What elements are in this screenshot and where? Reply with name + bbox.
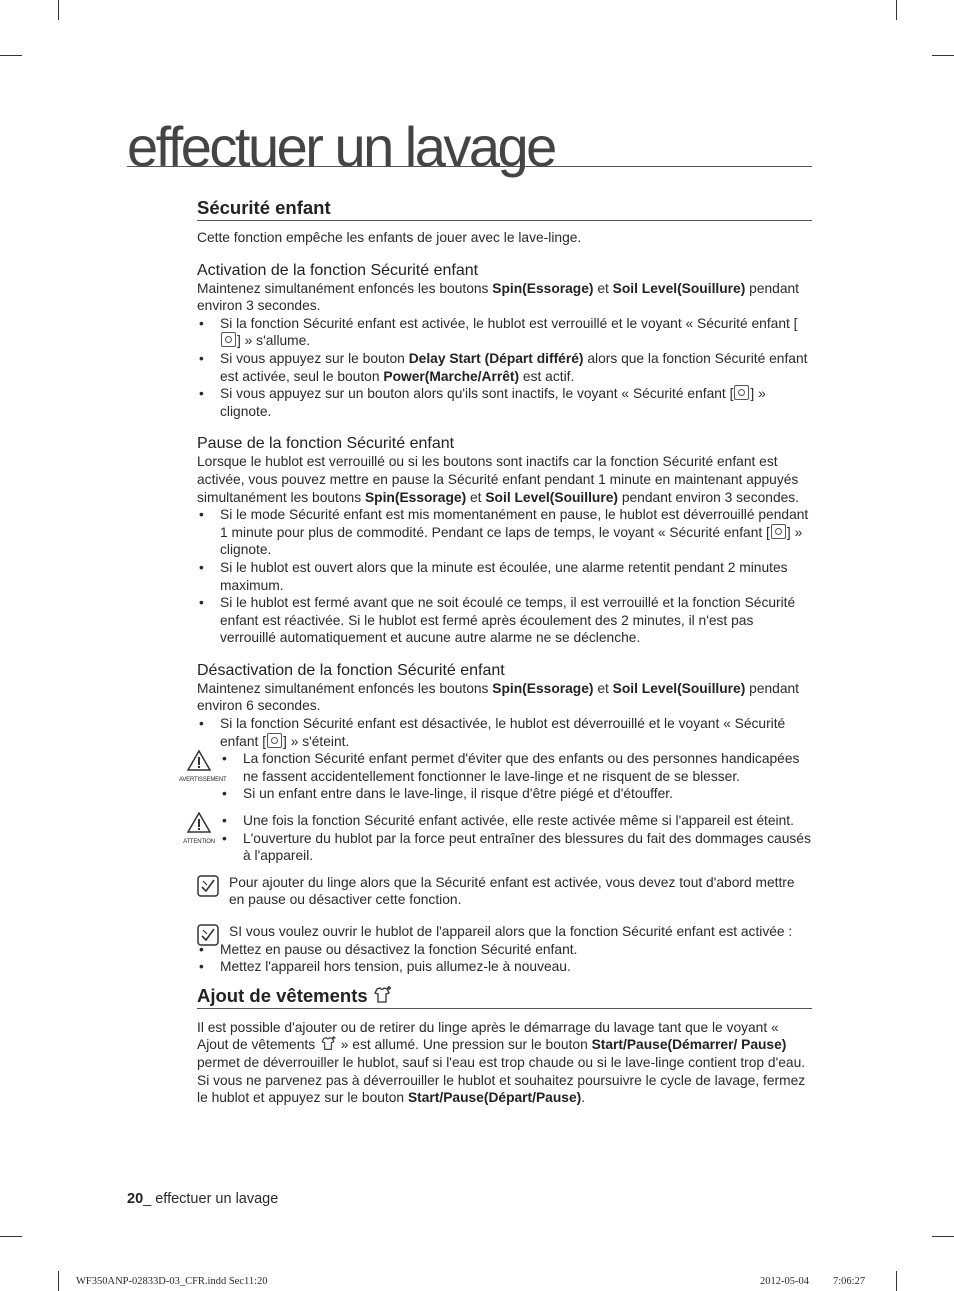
warning-icon (179, 750, 227, 784)
pause-list (197, 506, 812, 647)
caution-list (220, 812, 812, 865)
list-item: • Si le hublot est fermé avant que ne soit écoulé ce temps, il est verrouillé et la fonction Sécurité enfant est réactivée. Si le hublot est fermé après écoulement des 2 minutes, il n'est pas verrouillé automatiquement et aucune autre alarme ne se déclenche. (197, 594, 812, 647)
crop-mark (932, 55, 954, 56)
list-item: • Si la fonction Sécurité enfant est désactivée, le hublot est déverrouillé et le voyant « Sécurité enfant [ ] » s'éteint. (197, 715, 812, 750)
warning-block (179, 750, 812, 803)
list-item: • Si le hublot est ouvert alors que la minute est écoulée, une alarme retentit pendant 2 minutes maximum. (197, 559, 812, 594)
warning-triangle-icon (187, 750, 211, 771)
list-item: • Si vous appuyez sur un bouton alors qu'ils sont inactifs, le voyant « Sécurité enfant [ ] » clignote. (197, 385, 812, 420)
list-item: • L'ouverture du hublot par la force peut entraîner des blessures du fait des dommages causés à l'appareil. (220, 830, 812, 865)
chapter-title: effectuer un lavage (127, 115, 555, 178)
child-lock-icon (221, 332, 236, 347)
note-icon (197, 875, 219, 897)
warning-label: AVERTISSEMENT (179, 776, 227, 783)
list-item: • Mettez l'appareil hors tension, puis allumez-le à nouveau. (197, 958, 812, 976)
add-garment-icon (319, 1036, 337, 1051)
print-slug-file: WF350ANP-02833D-03_CFR.indd Sec11:20 (76, 1276, 268, 1287)
caution-label: ATTENTION (183, 838, 215, 845)
crop-mark (0, 1236, 22, 1237)
main-content (179, 197, 812, 1107)
pause-paragraph: Lorsque le hublot est verrouillé ou si les boutons sont inactifs car la fonction Sécurité enfant est activée, vous pouvez mettre en pause la Sécurité enfant pendant 1 minute en maintenant appuyés simultanément les boutons Spin(Essorage) et Soil Level(Souillure) pendant environ 3 secondes. (197, 454, 800, 505)
caution-icon (179, 812, 219, 846)
note-text: SI vous voulez ouvrir le hublot de l'appareil alors que la fonction Sécurité enfant est activée : (229, 924, 793, 939)
crop-mark (58, 0, 59, 20)
crop-mark (58, 1271, 59, 1291)
subsection-title-deactivation: Désactivation de la fonction Sécurité enfant (197, 661, 505, 679)
deactivation-paragraph: Maintenez simultanément enfoncés les boutons Spin(Essorage) et Soil Level(Souillure) pendant environ 6 secondes. (197, 680, 800, 714)
caution-triangle-icon (187, 812, 211, 833)
child-lock-icon (771, 524, 786, 539)
list-item: • Mettez en pause ou désactivez la fonction Sécurité enfant. (197, 941, 812, 959)
list-item: • Une fois la fonction Sécurité enfant activée, elle reste activée même si l'appareil est éteint. (220, 812, 812, 830)
warning-list (220, 750, 812, 803)
add-garment-icon (372, 986, 392, 1004)
print-slug-timestamp: 2012-05-04 7:06:27 (760, 1276, 866, 1287)
subsection-title-activation: Activation de la fonction Sécurité enfant (197, 261, 479, 279)
list-item: • Si la fonction Sécurité enfant est activée, le hublot est verrouillé et le voyant « Sécurité enfant [] » s'allume. (197, 315, 812, 350)
chapter-header (127, 108, 812, 178)
list-item: • Si le mode Sécurité enfant est mis momentanément en pause, le hublot est déverrouillé pendant 1 minute pour plus de commodité. Pendant ce laps de temps, le voyant « Sécurité enfant [ ] » clignote. (197, 506, 812, 559)
note-text: Pour ajouter du linge alors que la Sécurité enfant est activée, vous devez tout d'abord mettre en pause ou désactiver cette fonction. (229, 874, 795, 908)
child-lock-intro: Cette fonction empêche les enfants de jouer avec le lave-linge. (197, 230, 582, 245)
list-item: • Si vous appuyez sur le bouton Delay Start (Départ différé) alors que la fonction Sécurité enfant est activée, seul le bouton Power(Marche/Arrêt) est actif. (197, 350, 812, 385)
note-block (197, 874, 812, 909)
page-number: 20 (127, 1191, 144, 1207)
activation-list (197, 315, 812, 421)
page-label: _ effectuer un lavage (143, 1191, 279, 1207)
page-footer (127, 1191, 278, 1207)
section-title-add-garment: Ajout de vêtements (197, 985, 812, 1009)
list-item: • Si un enfant entre dans le lave-linge, il risque d'être piégé et d'étouffer. (220, 785, 812, 803)
add-garment-paragraph: Il est possible d'ajouter ou de retirer du linge après le démarrage du lavage tant que le voyant « Ajout de vêtements » est allumé. Une pression sur le bouton Start/Pause(Démarrer/ Pause) permet de déverrouiller le hublot, sauf si l'eau est trop chaude ou si le lave-linge contient trop d'eau. Si vous ne parvenez pas à déverrouiller le hublot et souhaitez poursuivre le cycle de lavage, fermez le hublot et appuyez sur le bouton Start/Pause(Départ/Pause). (197, 1019, 806, 1106)
crop-mark (896, 0, 897, 20)
activation-paragraph: Maintenez simultanément enfoncés les boutons Spin(Essorage) et Soil Level(Souillure) pendant environ 3 secondes. (197, 280, 800, 314)
child-lock-icon (734, 385, 749, 400)
crop-mark (896, 1271, 897, 1291)
note-list (197, 941, 812, 976)
note-block (197, 923, 812, 941)
caution-block (183, 812, 812, 865)
child-lock-icon (267, 733, 282, 748)
list-item: • La fonction Sécurité enfant permet d'éviter que des enfants ou des personnes handicapées ne fassent accidentellement fonctionner le lave-linge et ne risquent de se blesser. (220, 750, 812, 785)
subsection-title-pause: Pause de la fonction Sécurité enfant (197, 435, 455, 453)
section-title-child-lock: Sécurité enfant (197, 197, 812, 221)
crop-mark (0, 55, 22, 56)
crop-mark (932, 1236, 954, 1237)
deactivation-list (197, 715, 812, 750)
